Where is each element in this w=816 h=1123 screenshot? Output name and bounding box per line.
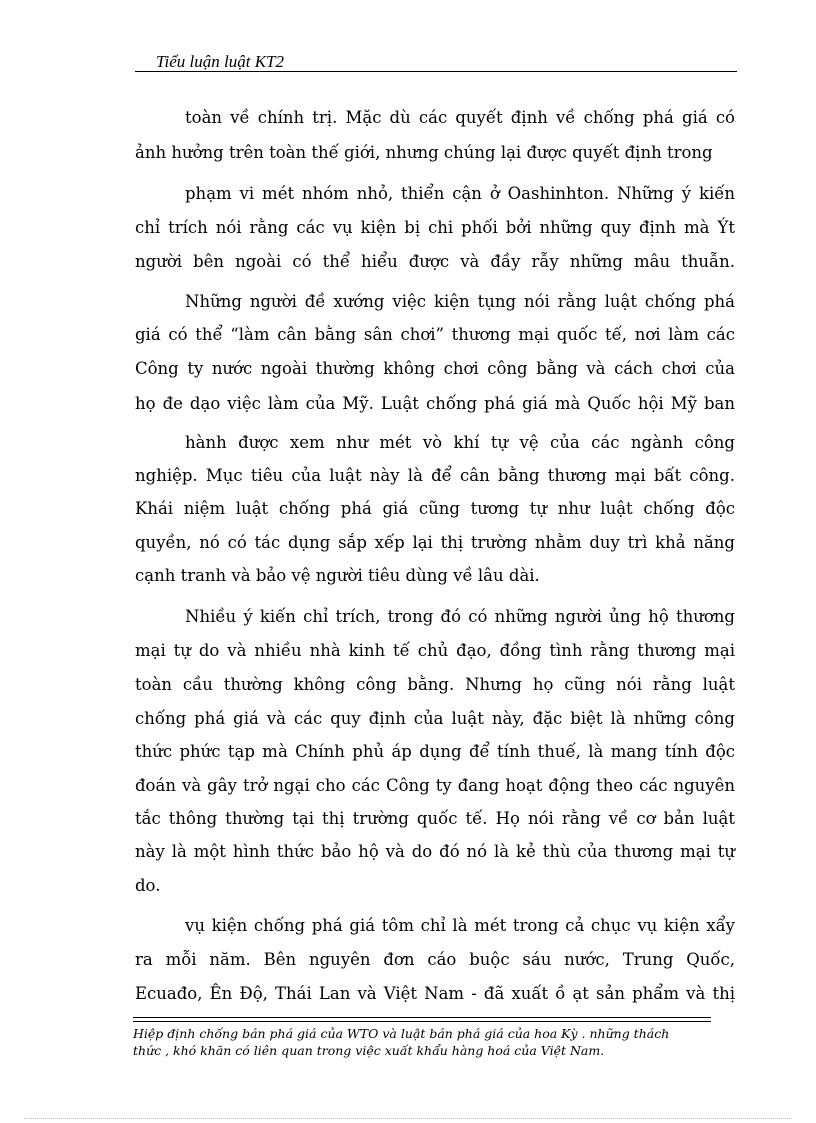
body-line: do. (135, 876, 161, 895)
body-line: chỉ trích nói rằng các vụ kiện bị chi phối bởi những quy định mà Ýt (135, 218, 735, 237)
body-line: ra mỗi năm. Bên nguyên đơn cáo buộc sáu nước, Trung Quốc, (135, 950, 735, 969)
body-line: thức phức tạp mà Chính phủ áp dụng để tính thuế, là mang tính độc (135, 742, 735, 761)
body-line: phạm vi mét nhóm nhỏ, thiển cận ở Oashinhton. Những ý kiến (185, 184, 735, 203)
footer-rule-bottom (133, 1021, 711, 1022)
body-line: mại tự do và nhiều nhà kinh tế chủ đạo, đồng tình rằng thương mại (135, 641, 735, 660)
body-line: người bên ngoài có thể hiểu được và đầy rẫy những mâu thuẫn. (135, 252, 735, 271)
body-line: Ecuađo, Ên Độ, Thái Lan và Việt Nam - đã xuất ồ ạt sản phẩm và thị (135, 984, 735, 1003)
body-line: tắc thông thường tại thị trường quốc tế. Họ nói rằng về cơ bản luật (135, 809, 735, 828)
header-rule (135, 71, 737, 72)
body-line: nghiệp. Mục tiêu của luật này là để cân bằng thương mại bất công. (135, 466, 735, 485)
body-line: giá có thể “làm cân bằng sân chơi” thương mại quốc tế, nơi làm các (135, 325, 735, 344)
body-line: hành được xem như mét vò khí tự vệ của các ngành công (185, 433, 735, 452)
footer-line-2: thức , khó khăn có liên quan trong việc xuất khẩu hàng hoá của Việt Nam. (133, 1043, 605, 1058)
body-line: chống phá giá và các quy định của luật này, đặc biệt là những công (135, 709, 735, 728)
body-line: Khái niệm luật chống phá giá cũng tương tự như luật chống độc (135, 499, 735, 518)
body-line: quyền, nó có tác dụng sắp xếp lại thị trường nhằm duy trì khả năng (135, 533, 735, 552)
page-bottom-dotted-divider (24, 1118, 792, 1119)
body-line: toàn về chính trị. Mặc dù các quyết định về chống phá giá có (185, 108, 735, 127)
body-line: cạnh tranh và bảo vệ người tiêu dùng về lâu dài. (135, 566, 540, 585)
body-line: Những người đề xướng việc kiện tụng nói rằng luật chống phá (185, 292, 735, 311)
header-title: Tiểu luận luật KT2 (156, 52, 284, 71)
body-line: toàn cầu thường không công bằng. Nhưng họ cũng nói rằng luật (135, 675, 735, 694)
body-line: này là một hình thức bảo hộ và do đó nó là kẻ thù của thương mại tự (135, 842, 735, 861)
body-line: Nhiều ý kiến chỉ trích, trong đó có những người ủng hộ thương (185, 607, 735, 626)
body-line: vụ kiện chống phá giá tôm chỉ là mét trong cả chục vụ kiện xẩy (185, 916, 735, 935)
body-line: họ đe dạo việc làm của Mỹ. Luật chống phá giá mà Quốc hội Mỹ ban (135, 394, 735, 413)
body-line: Công ty nước ngoài thường không chơi công bằng và cách chơi của (135, 359, 735, 378)
footer-line-1: Hiệp định chống bán phá giá của WTO và luật bán phá giá của hoa Kỳ . những thách (133, 1026, 670, 1041)
footer-rule-top (133, 1017, 711, 1018)
body-line: ảnh hưởng trên toàn thế giới, nhưng chúng lại được quyết định trong (135, 143, 713, 162)
body-line: đoán và gây trở ngại cho các Công ty đang hoạt động theo các nguyên (135, 776, 735, 795)
